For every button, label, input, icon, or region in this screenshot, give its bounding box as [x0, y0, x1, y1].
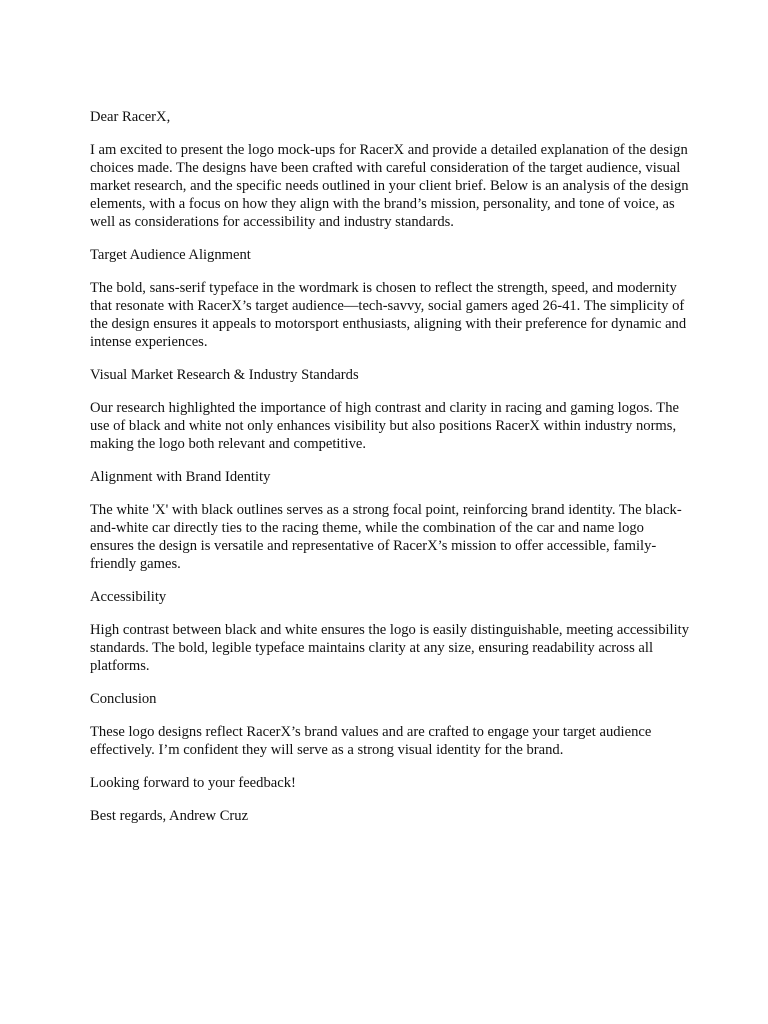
section-heading-accessibility: Accessibility [90, 589, 167, 605]
closing-line: Looking forward to your feedback! [90, 775, 296, 791]
letter-body [90, 108, 690, 840]
section-body-conclusion: These logo designs reflect RacerX’s brand values and are crafted to engage your target audience effectively. I’m confident they will serve as a strong visual identity for the brand. [90, 724, 652, 758]
section-body-brand-identity: The white 'X' with black outlines serves as a strong focal point, reinforcing brand identity. The black-and-white car directly ties to the racing theme, while the combination of the car and name logo ensures the design is versatile and representative of RacerX’s mission to offer accessible, family-friendly games. [90, 502, 682, 572]
salutation: Dear RacerX, [90, 109, 171, 125]
section-body-target-audience: The bold, sans-serif typeface in the wordmark is chosen to reflect the strength, speed, and modernity that resonate with RacerX’s target audience—tech-savvy, social gamers aged 26-41. The simplicity of the design ensures it appeals to motorsport enthusiasts, aligning with their preference for dynamic and intense experiences. [90, 280, 687, 350]
intro-paragraph: I am excited to present the logo mock-ups for RacerX and provide a detailed explanation of the design choices made. The designs have been crafted with careful consideration of the target audience, visual market research, and the specific needs outlined in your client brief. Below is an analysis of the design elements, with a focus on how they align with the brand’s mission, personality, and tone of voice, as well as considerations for accessibility and industry standards. [90, 142, 689, 230]
signoff: Best regards, Andrew Cruz [90, 808, 249, 824]
section-heading-target-audience: Target Audience Alignment [90, 247, 251, 263]
section-body-market-research: Our research highlighted the importance of high contrast and clarity in racing and gaming logos. The use of black and white not only enhances visibility but also positions RacerX within industry norms, making the logo both relevant and competitive. [90, 400, 679, 452]
section-heading-conclusion: Conclusion [90, 691, 157, 707]
section-body-accessibility: High contrast between black and white ensures the logo is easily distinguishable, meeting accessibility standards. The bold, legible typeface maintains clarity at any size, ensuring readability across all platforms. [90, 622, 690, 674]
section-heading-brand-identity: Alignment with Brand Identity [90, 469, 271, 485]
section-heading-market-research: Visual Market Research & Industry Standards [90, 367, 359, 383]
